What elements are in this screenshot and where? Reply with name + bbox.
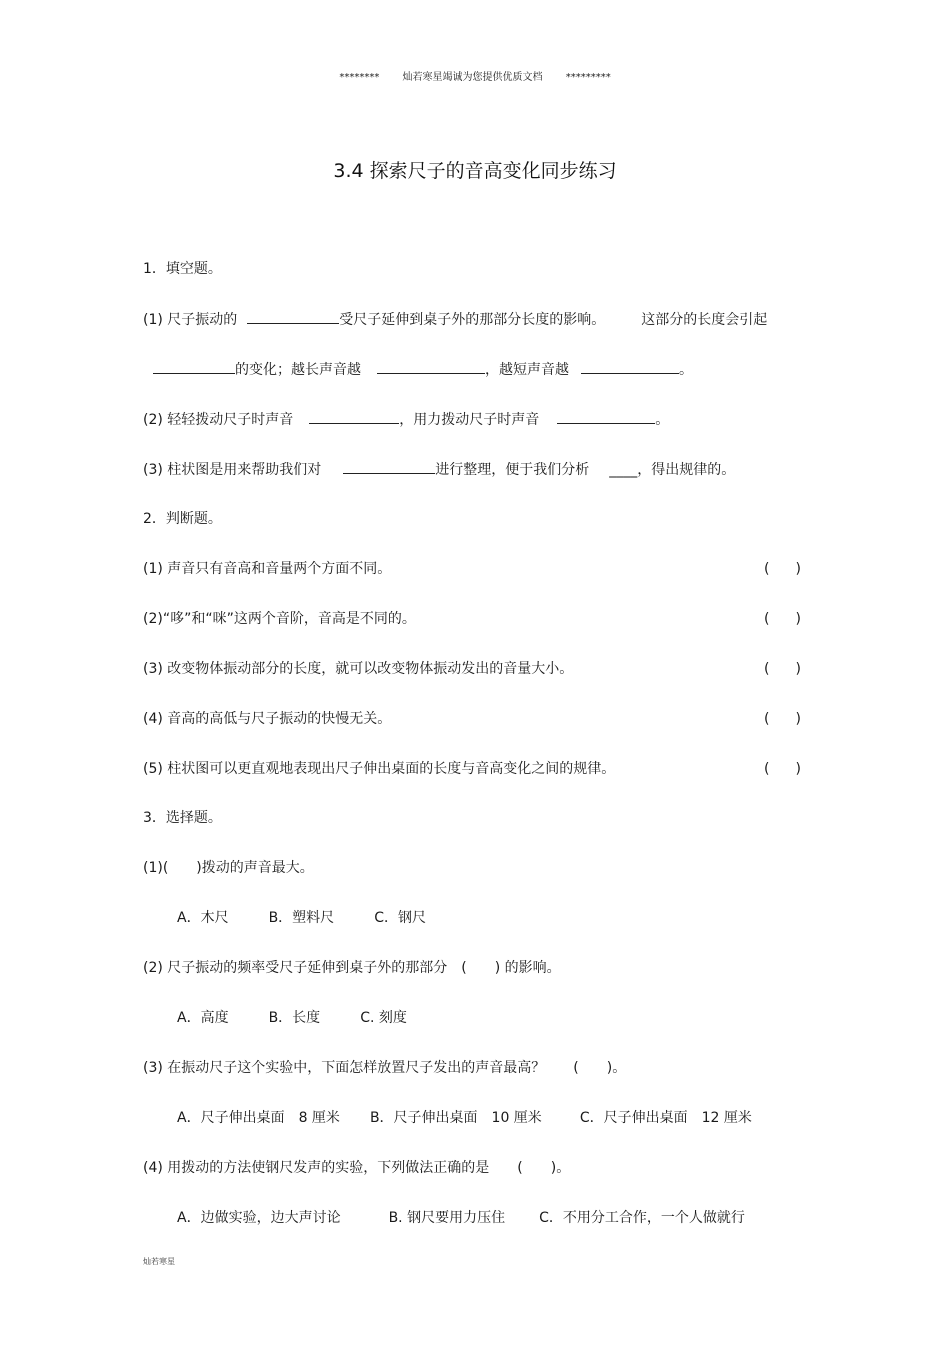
- section-3-heading: 3．选择题。: [143, 810, 222, 826]
- text: 。: [655, 412, 670, 428]
- judge-answer-box-4[interactable]: [764, 709, 801, 729]
- choice-question-2: (2) 尺子振动的频率受尺子延伸到桌子外的那部分 ( ) 的影响。: [143, 960, 561, 976]
- paren-open: (: [764, 611, 770, 627]
- text: 这部分的长度会引起: [641, 312, 768, 328]
- fill-question-2: [143, 409, 669, 430]
- section-2-heading: 2．判断题。: [143, 511, 222, 527]
- option-c[interactable]: C．钢尺: [374, 910, 426, 926]
- answer-blank[interactable]: [377, 359, 485, 374]
- judge-answer-box-2[interactable]: [764, 609, 801, 629]
- text: 。: [679, 362, 693, 378]
- text: ____，得出规律的。: [609, 462, 736, 478]
- text: (2) 轻轻拨动尺子时声音: [143, 412, 294, 428]
- judge-item-4: (4) 音高的高低与尺子振动的快慢无关。: [143, 711, 392, 727]
- judge-item-2: (2)“哆”和“咪”这两个音阶，音高是不同的。: [143, 611, 416, 627]
- judge-answer-box-1[interactable]: [764, 559, 801, 579]
- text: (1) 尺子振动的: [143, 312, 238, 328]
- paren-close: ): [795, 561, 801, 577]
- judge-item-1: (1) 声音只有音高和音量两个方面不同。: [143, 561, 392, 577]
- paren-close: ): [795, 661, 801, 677]
- paren-open: (: [764, 561, 770, 577]
- option-b[interactable]: B．长度: [268, 1010, 321, 1026]
- option-a[interactable]: A．木尺: [177, 910, 229, 926]
- answer-blank[interactable]: [153, 359, 235, 374]
- paren-close: ): [795, 761, 801, 777]
- answer-blank[interactable]: [247, 309, 339, 324]
- fill-question-1-line-1: [143, 309, 767, 330]
- judge-item-3: (3) 改变物体振动部分的长度，就可以改变物体振动发出的音量大小。: [143, 661, 574, 677]
- choice-options-2: [177, 1008, 407, 1028]
- text: 的变化；越长声音越: [235, 362, 361, 378]
- paren-close: ): [795, 711, 801, 727]
- option-b[interactable]: B．尺子伸出桌面 10 厘米: [369, 1110, 542, 1126]
- option-c[interactable]: C．尺子伸出桌面 12 厘米: [579, 1110, 752, 1126]
- choice-options-3: [177, 1108, 752, 1128]
- answer-blank[interactable]: [557, 409, 655, 424]
- text: 受尺子延伸到桌子外的那部分长度的影响。: [339, 312, 606, 328]
- option-a[interactable]: A．边做实验，边大声讨论: [177, 1210, 341, 1226]
- option-c[interactable]: C. 刻度: [360, 1010, 407, 1026]
- option-b[interactable]: B. 钢尺要用力压住: [388, 1210, 506, 1226]
- paren-open: (: [764, 661, 770, 677]
- option-c[interactable]: C．不用分工合作，一个人做就行: [539, 1210, 745, 1226]
- header-text: 灿若寒星竭诚为您提供优质文档: [402, 72, 543, 83]
- answer-blank[interactable]: [309, 409, 399, 424]
- page-header: [0, 68, 950, 83]
- paren-close: ): [795, 611, 801, 627]
- answer-blank[interactable]: [581, 359, 679, 374]
- option-a[interactable]: A．高度: [177, 1010, 229, 1026]
- section-1-heading: 1．填空题。: [143, 261, 222, 277]
- fill-question-1-line-2: [153, 359, 693, 380]
- text: 进行整理，便于我们分析: [435, 462, 590, 478]
- answer-blank[interactable]: [343, 459, 435, 474]
- text: ，用力拨动尺子时声音: [399, 412, 540, 428]
- fill-question-3: [143, 459, 735, 480]
- choice-question-1: (1)( )拨动的声音最大。: [143, 860, 314, 876]
- text: (3) 柱状图是用来帮助我们对: [143, 462, 322, 478]
- paren-open: (: [764, 711, 770, 727]
- judge-answer-box-5[interactable]: [764, 759, 801, 779]
- text: ，越短声音越: [485, 362, 569, 378]
- page-title: 3.4 探索尺子的音高变化同步练习: [333, 160, 617, 182]
- page-footer: 灿若寒星: [143, 1257, 175, 1266]
- choice-options-4: [177, 1208, 745, 1228]
- choice-question-4: (4) 用拨动的方法使钢尺发声的实验，下列做法正确的是 ( )。: [143, 1160, 571, 1176]
- choice-question-3: (3) 在振动尺子这个实验中，下面怎样放置尺子发出的声音最高？ ( )。: [143, 1060, 627, 1076]
- option-a[interactable]: A．尺子伸出桌面 8 厘米: [177, 1110, 340, 1126]
- header-stars-right: *********: [565, 72, 611, 83]
- option-b[interactable]: B．塑料尺: [268, 910, 335, 926]
- paren-open: (: [764, 761, 770, 777]
- judge-answer-box-3[interactable]: [764, 659, 801, 679]
- header-stars-left: ********: [339, 72, 380, 83]
- judge-item-5: (5) 柱状图可以更直观地表现出尺子伸出桌面的长度与音高变化之间的规律。: [143, 761, 616, 777]
- choice-options-1: [177, 908, 426, 928]
